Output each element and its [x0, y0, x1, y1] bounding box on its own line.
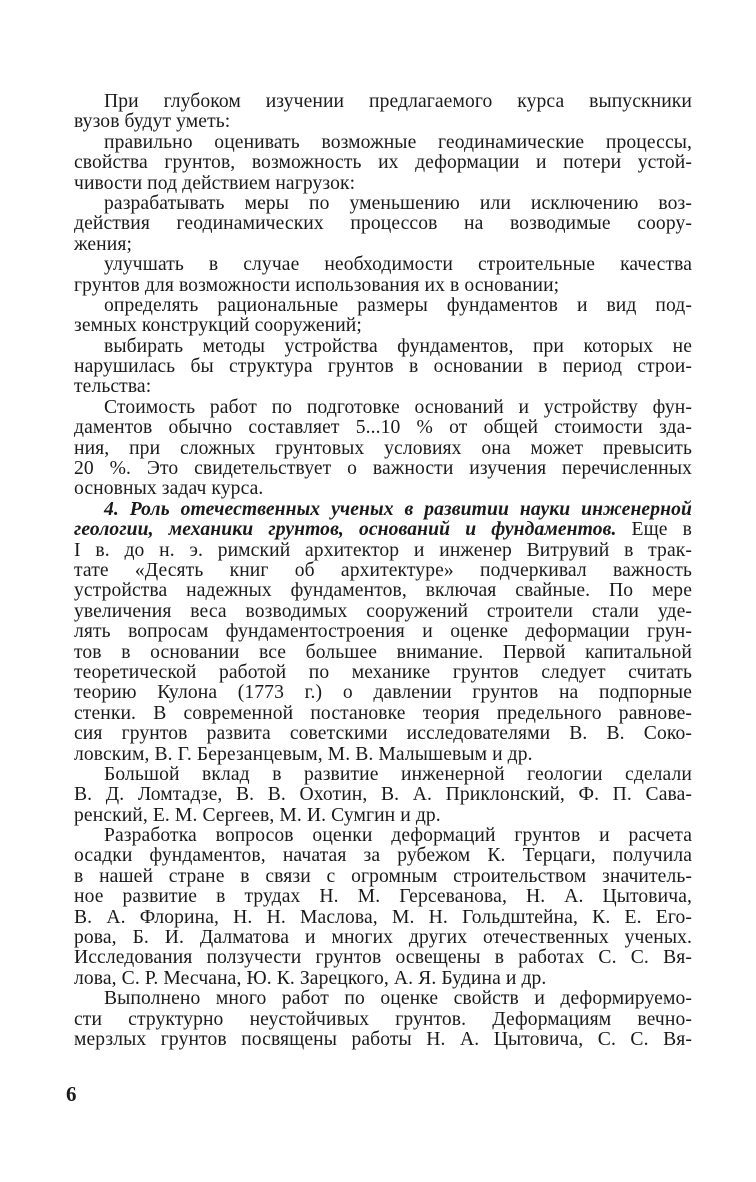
text-line: определять рациональные размеры фундаментов и вид под- — [104, 294, 692, 316]
text-line: даментов обычно составляет 5...10 % от общей стоимости зда- — [74, 417, 692, 439]
text-line: тате «Десять книг об архитектуре» подчеркивал важность — [74, 559, 692, 581]
paragraph-geology — [74, 765, 692, 826]
text-line: сти структурно неустойчивых грунтов. Деформациям вечно- — [74, 1008, 692, 1030]
text-line: в нашей стране в связи с огромным строительством значитель- — [74, 865, 692, 887]
text-line: выбирать методы устройства фундаментов, при которых не — [104, 335, 692, 357]
text-line: действия геодинамических процессов на возводимые соору- — [74, 213, 692, 235]
heading-tail-text: Еще в — [616, 519, 692, 541]
text-line: стенки. В современной постановке теория предельного равнове- — [74, 702, 692, 724]
text-line: ловским, В. Г. Березанцевым, М. В. Малышевым и др. — [74, 743, 533, 765]
text-line: ренский, Е. М. Сергеев, М. И. Сумгин и др. — [74, 804, 441, 826]
text-line: Большой вклад в развитие инженерной геологии сделали — [104, 763, 692, 785]
list-item-paragraph — [74, 194, 692, 255]
text-line: тельства: — [74, 376, 152, 398]
text-line: Стоимость работ по подготовке оснований и устройству фун- — [104, 396, 692, 418]
text-line: Разработка вопросов оценки деформаций грунтов и расчета — [104, 825, 692, 847]
section-heading: 4. Роль отечественных ученых в развитии науки инженерной — [104, 498, 692, 520]
text-line: 20 %. Это свидетельствует о важности изучения перечисленных — [74, 458, 692, 480]
text-line: нарушилась бы структура грунтов в основании в период строи- — [74, 356, 692, 378]
text-line: Исследования ползучести грунтов освещены в работах С. С. Вя- — [74, 947, 692, 969]
text-line: рова, Б. И. Далматова и многих других отечественных ученых. — [74, 927, 692, 949]
section-heading-continued: геологии, механики грунтов, оснований и фундаментов. — [74, 519, 617, 541]
text-line: В. Д. Ломтадзе, В. В. Охотин, В. А. Приклонский, Ф. П. Сава- — [74, 784, 692, 806]
text-line: грунтов для возможности использования их в основании; — [74, 274, 560, 296]
text-line: ния, при сложных грунтовых условиях она может превысить — [74, 437, 692, 459]
text-line: вузов будут уметь: — [74, 111, 231, 133]
text-line: лова, С. Р. Месчана, Ю. К. Зарецкого, А. Я. Будина и др. — [74, 967, 547, 989]
text-line: устройства надежных фундаментов, включая свайные. По мере — [74, 580, 692, 602]
list-item-paragraph — [74, 133, 692, 194]
page-number: 6 — [66, 1082, 77, 1106]
paragraph-intro — [74, 92, 692, 133]
text-line: земных конструкций сооружений; — [74, 315, 362, 337]
text-line: увеличения веса возводимых сооружений строители стали уде- — [74, 600, 692, 622]
text-line: улучшать в случае необходимости строительные качества — [104, 254, 692, 276]
text-line: сия грунтов развита советскими исследователями В. В. Соко- — [74, 723, 692, 745]
text-line: жения; — [74, 233, 133, 255]
paragraph-permafrost — [74, 989, 692, 1050]
list-item-paragraph — [74, 255, 692, 296]
text-line: мерзлых грунтов посвящены работы Н. А. Цытовича, С. С. Вя- — [74, 1028, 692, 1050]
paragraph-deformation — [74, 826, 692, 989]
text-line: При глубоком изучении предлагаемого курса выпускники — [104, 91, 692, 112]
text-line: Выполнено много работ по оценке свойств и деформируемо- — [104, 988, 692, 1010]
text-line: разрабатывать меры по уменьшению или исключению воз- — [104, 192, 692, 214]
list-item-paragraph — [74, 337, 692, 398]
text-line: теоретической работой по механике грунтов следует считать — [74, 661, 692, 683]
section-4 — [74, 500, 692, 765]
text-line: свойства грунтов, возможность их деформации и потери устой- — [74, 152, 692, 174]
text-line: правильно оценивать возможные геодинамические процессы, — [104, 131, 692, 153]
text-line: лять вопросам фундаментостроения и оценке деформации грун- — [74, 621, 692, 643]
text-line: осадки фундаментов, начатая за рубежом К. Терцаги, получила — [74, 845, 692, 867]
paragraph-cost — [74, 398, 692, 500]
text-line: тов в основании все большее внимание. Первой капитальной — [74, 641, 692, 663]
text-line: основных задач курса. — [74, 478, 264, 500]
text-line: В. А. Флорина, Н. Н. Маслова, М. Н. Гольдштейна, К. Е. Его- — [74, 906, 692, 928]
text-line: теорию Кулона (1773 г.) о давлении грунтов на подпорные — [74, 682, 692, 704]
list-item-paragraph — [74, 296, 692, 337]
page-body — [74, 92, 692, 1050]
text-line: ное развитие в трудах Н. М. Герсеванова, Н. А. Цытовича, — [74, 886, 692, 908]
text-line: чивости под действием нагрузок: — [74, 172, 356, 194]
text-line — [74, 520, 692, 540]
text-line: I в. до н. э. римский архитектор и инженер Витрувий в трак- — [74, 539, 692, 561]
